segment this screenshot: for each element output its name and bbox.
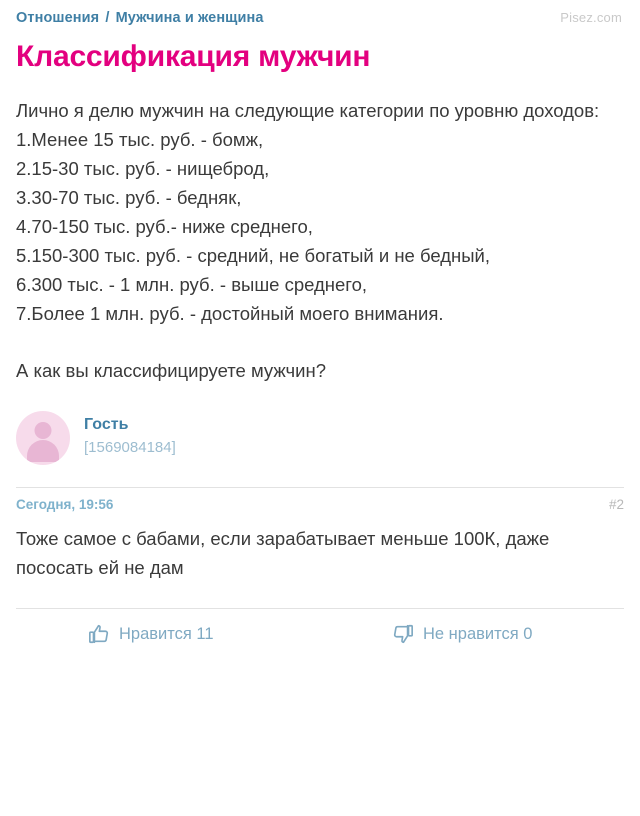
- post-question: А как вы классифицируете мужчин?: [16, 360, 326, 381]
- watermark: Pisez.com: [560, 10, 622, 25]
- actions-bar: [16, 608, 624, 645]
- post-line-1: 1.Менее 15 тыс. руб. - бомж,: [16, 129, 264, 150]
- comment-number[interactable]: #2: [608, 497, 624, 512]
- like-button[interactable]: [16, 623, 320, 645]
- breadcrumb: [16, 0, 624, 26]
- post-line-6: 6.300 тыс. - 1 млн. руб. - выше среднего,: [16, 274, 368, 295]
- user-avatar-icon: [16, 411, 70, 465]
- post-line-4: 4.70-150 тыс. руб.- ниже среднего,: [16, 216, 313, 237]
- author-name[interactable]: Гость: [84, 416, 129, 433]
- dislike-button[interactable]: [320, 623, 624, 645]
- page-title: Классификация мужчин: [16, 40, 371, 73]
- comment-date: Сегодня, 19:56: [16, 497, 114, 512]
- post-line-7: 7.Более 1 млн. руб. - достойный моего внимания.: [16, 303, 444, 324]
- post-line-5: 5.150-300 тыс. руб. - средний, не богатый и не бедный,: [16, 245, 491, 266]
- post-line-3: 3.30-70 тыс. руб. - бедняк,: [16, 187, 242, 208]
- breadcrumb-item-1[interactable]: Мужчина и женщина: [115, 10, 264, 26]
- dislike-label: Не нравится 0: [423, 624, 533, 643]
- avatar-body-shape: [27, 440, 59, 462]
- author-info: [84, 411, 176, 459]
- author-id: [1569084184]: [84, 439, 176, 456]
- post-line-0: Лично я делю мужчин на следующие категории по уровню доходов:: [16, 100, 600, 121]
- avatar-head-shape: [35, 422, 52, 439]
- comment-text: Тоже самое с бабами, если зарабатывает меньше 100К, даже пососать ей не дам: [16, 528, 550, 578]
- like-label: Нравится 11: [119, 624, 214, 643]
- post-body: [16, 96, 624, 328]
- divider: [16, 487, 624, 488]
- breadcrumb-item-0[interactable]: Отношения: [16, 10, 100, 26]
- thumbs-up-icon: [88, 623, 110, 645]
- thumbs-down-icon: [392, 623, 414, 645]
- breadcrumb-separator: /: [105, 10, 110, 26]
- author-block: [16, 411, 624, 465]
- post-line-2: 2.15-30 тыс. руб. - нищеброд,: [16, 158, 270, 179]
- comment-meta: [16, 497, 624, 512]
